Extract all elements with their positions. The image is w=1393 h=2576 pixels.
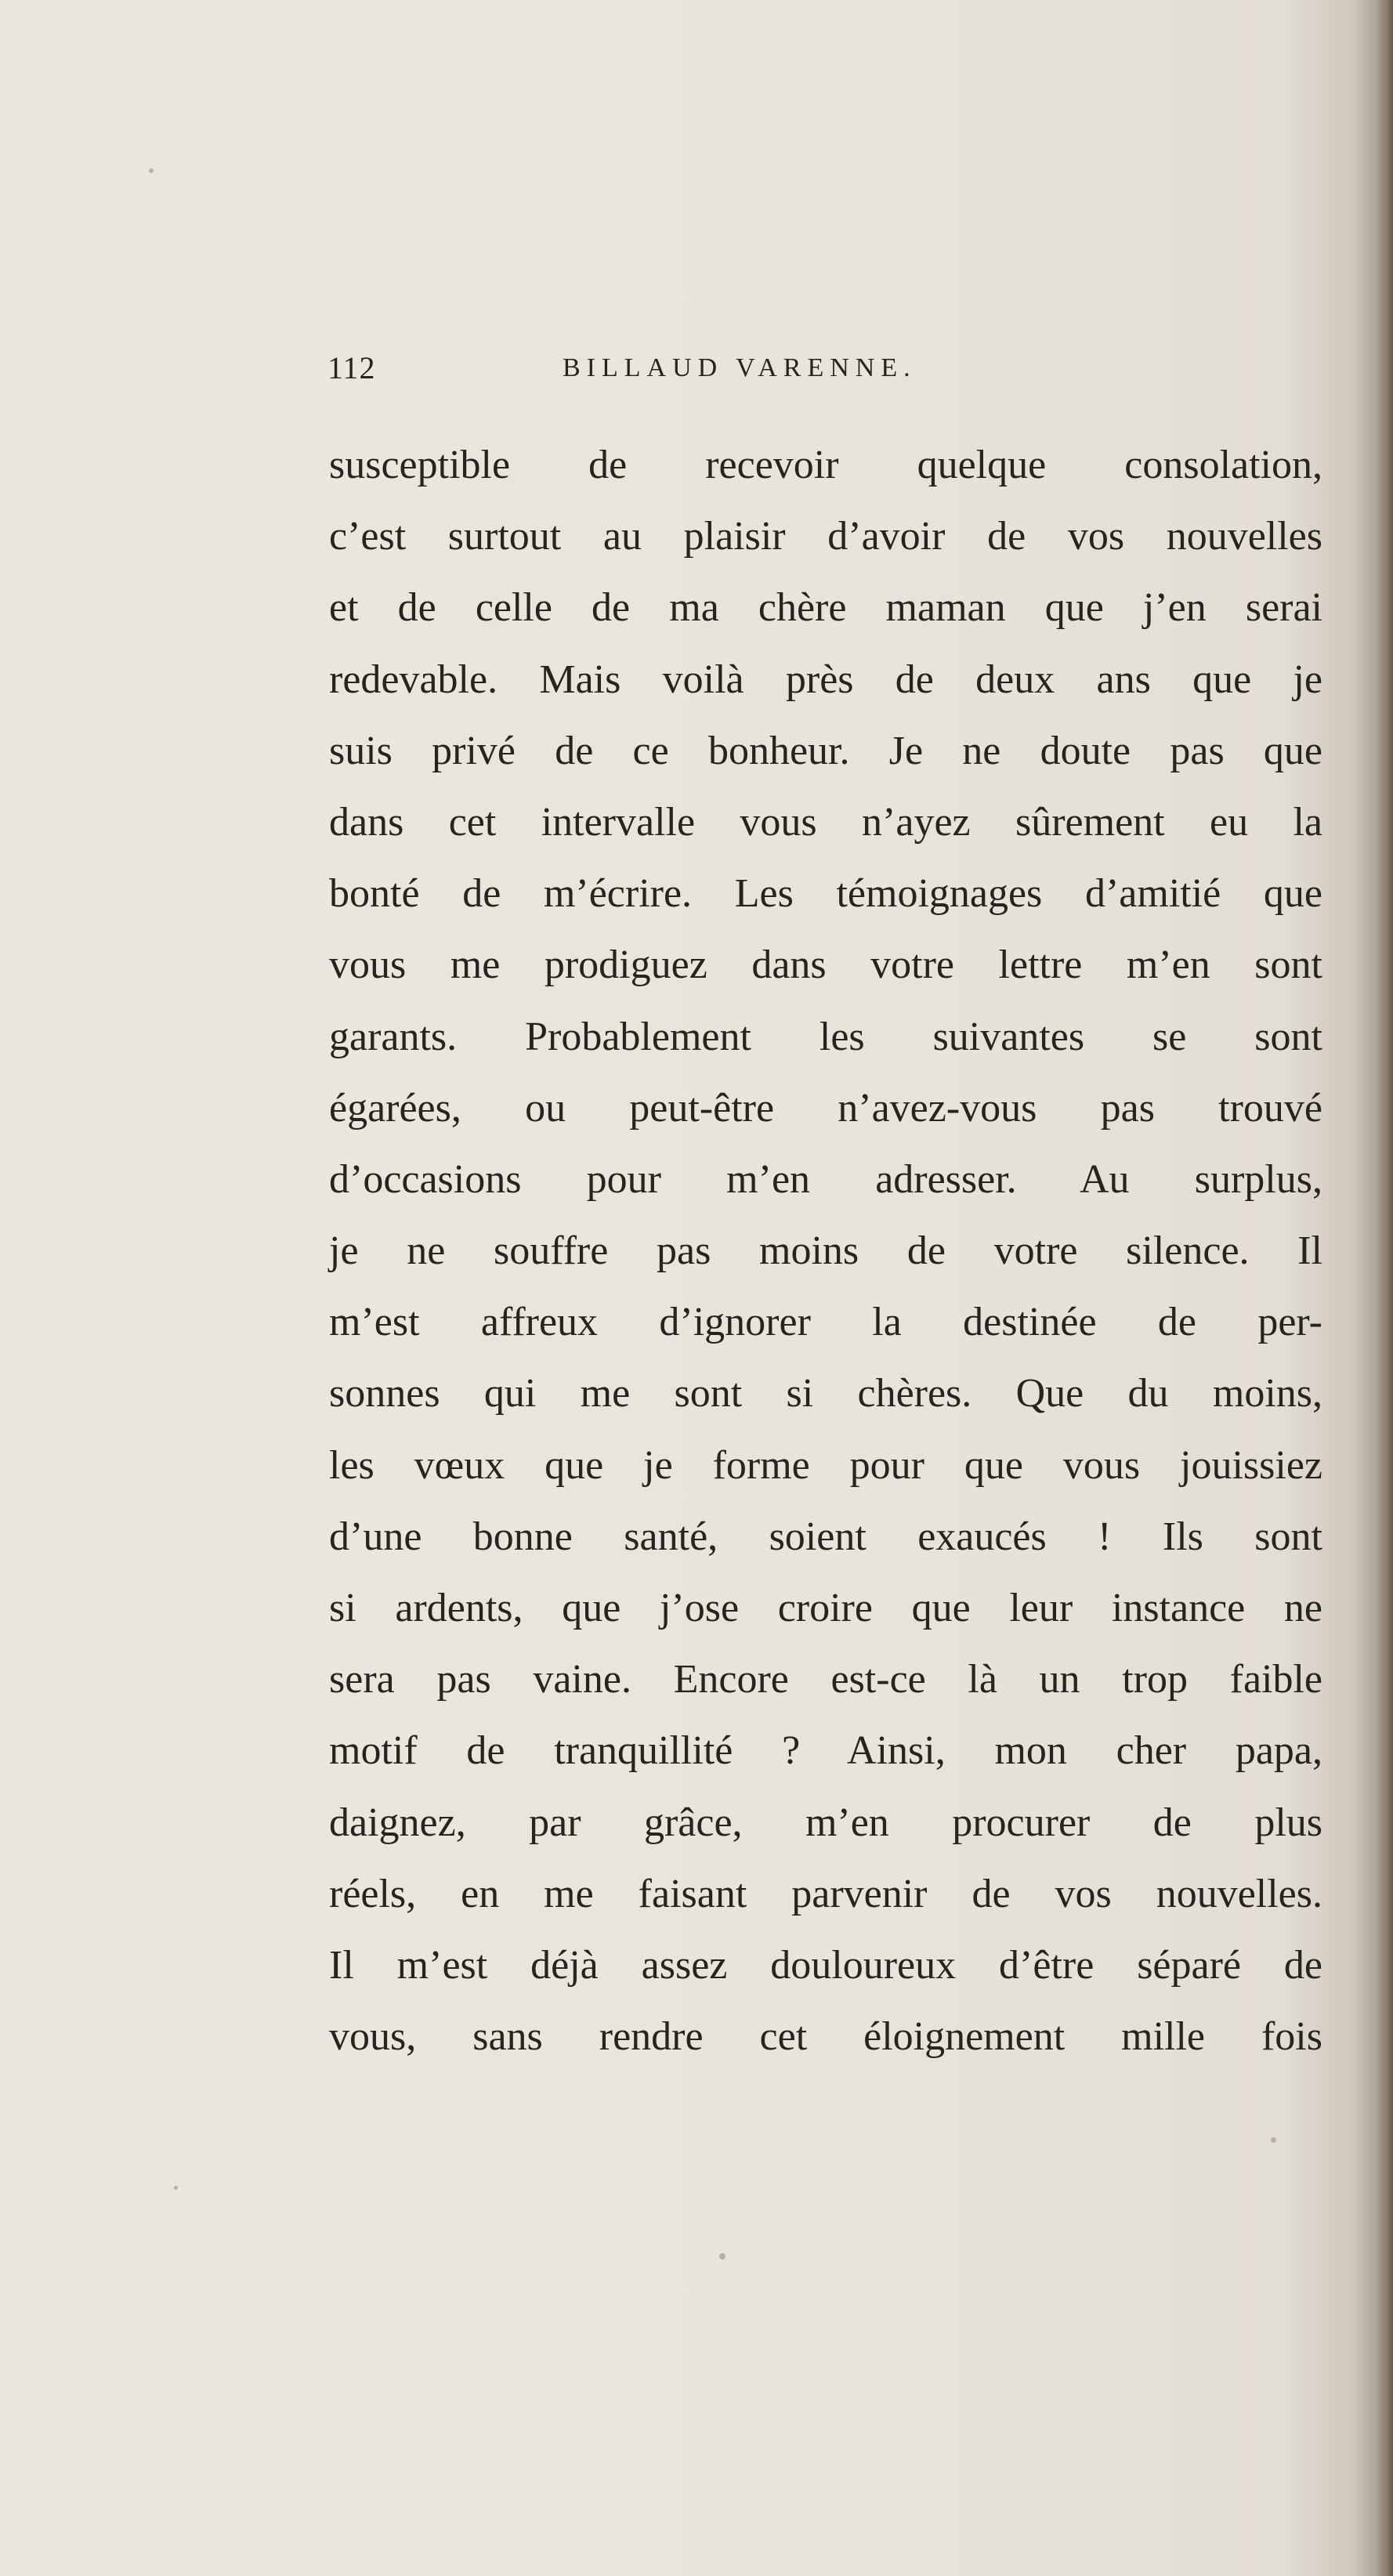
page-header <box>327 345 1033 392</box>
paper-speck <box>174 2186 178 2190</box>
text-line: motif de tranquillité ? Ainsi, mon cher papa, <box>329 1728 1322 1774</box>
text-line: je ne souffre pas moins de votre silence. Il <box>329 1228 1322 1274</box>
paper-speck <box>719 2253 725 2259</box>
text-line: redevable. Mais voilà près de deux ans que je <box>329 657 1322 702</box>
text-line: d’occasions pour m’en adresser. Au surplus, <box>329 1156 1322 1202</box>
text-line: sonnes qui me sont si chères. Que du moins, <box>329 1371 1322 1416</box>
text-line: daignez, par grâce, m’en procurer de plus <box>329 1800 1322 1845</box>
text-line: les vœux que je forme pour que vous jouissiez <box>329 1442 1322 1488</box>
text-line: si ardents, que j’ose croire que leur instance ne <box>329 1586 1322 1630</box>
text-line: c’est surtout au plaisir d’avoir de vos nouvelles <box>329 514 1322 559</box>
body-text <box>329 429 1322 2072</box>
text-line: d’une bonne santé, soient exaucés ! Ils sont <box>329 1514 1322 1559</box>
paper-speck <box>1271 2137 1276 2143</box>
text-line: sera pas vaine. Encore est-ce là un trop faible <box>329 1657 1322 1702</box>
text-line: bonté de m’écrire. Les témoignages d’amitié que <box>329 871 1322 917</box>
text-line: m’est affreux d’ignorer la destinée de per- <box>329 1300 1322 1345</box>
text-line: égarées, ou peut-être n’avez-vous pas trouvé <box>329 1085 1322 1131</box>
text-line: dans cet intervalle vous n’ayez sûrement eu la <box>329 799 1322 845</box>
text-line: susceptible de recevoir quelque consolation, <box>329 443 1322 487</box>
text-line: réels, en me faisant parvenir de vos nouvelles. <box>329 1871 1322 1916</box>
text-line: et de celle de ma chère maman que j’en serai <box>329 585 1322 631</box>
text-line: vous, sans rendre cet éloignement mille fois <box>329 2014 1322 2060</box>
page-edge-shadow <box>1376 0 1393 2576</box>
paper-speck <box>149 168 154 173</box>
text-line: vous me prodiguez dans votre lettre m’en sont <box>329 942 1322 988</box>
running-head: BILLAUD VARENNE. <box>563 353 917 382</box>
text-line: suis privé de ce bonheur. Je ne doute pas que <box>329 728 1322 773</box>
text-line: Il m’est déjà assez douloureux d’être séparé de <box>329 1942 1322 1988</box>
page-number: 112 <box>327 350 376 385</box>
text-line: garants. Probablement les suivantes se sont <box>329 1014 1322 1059</box>
